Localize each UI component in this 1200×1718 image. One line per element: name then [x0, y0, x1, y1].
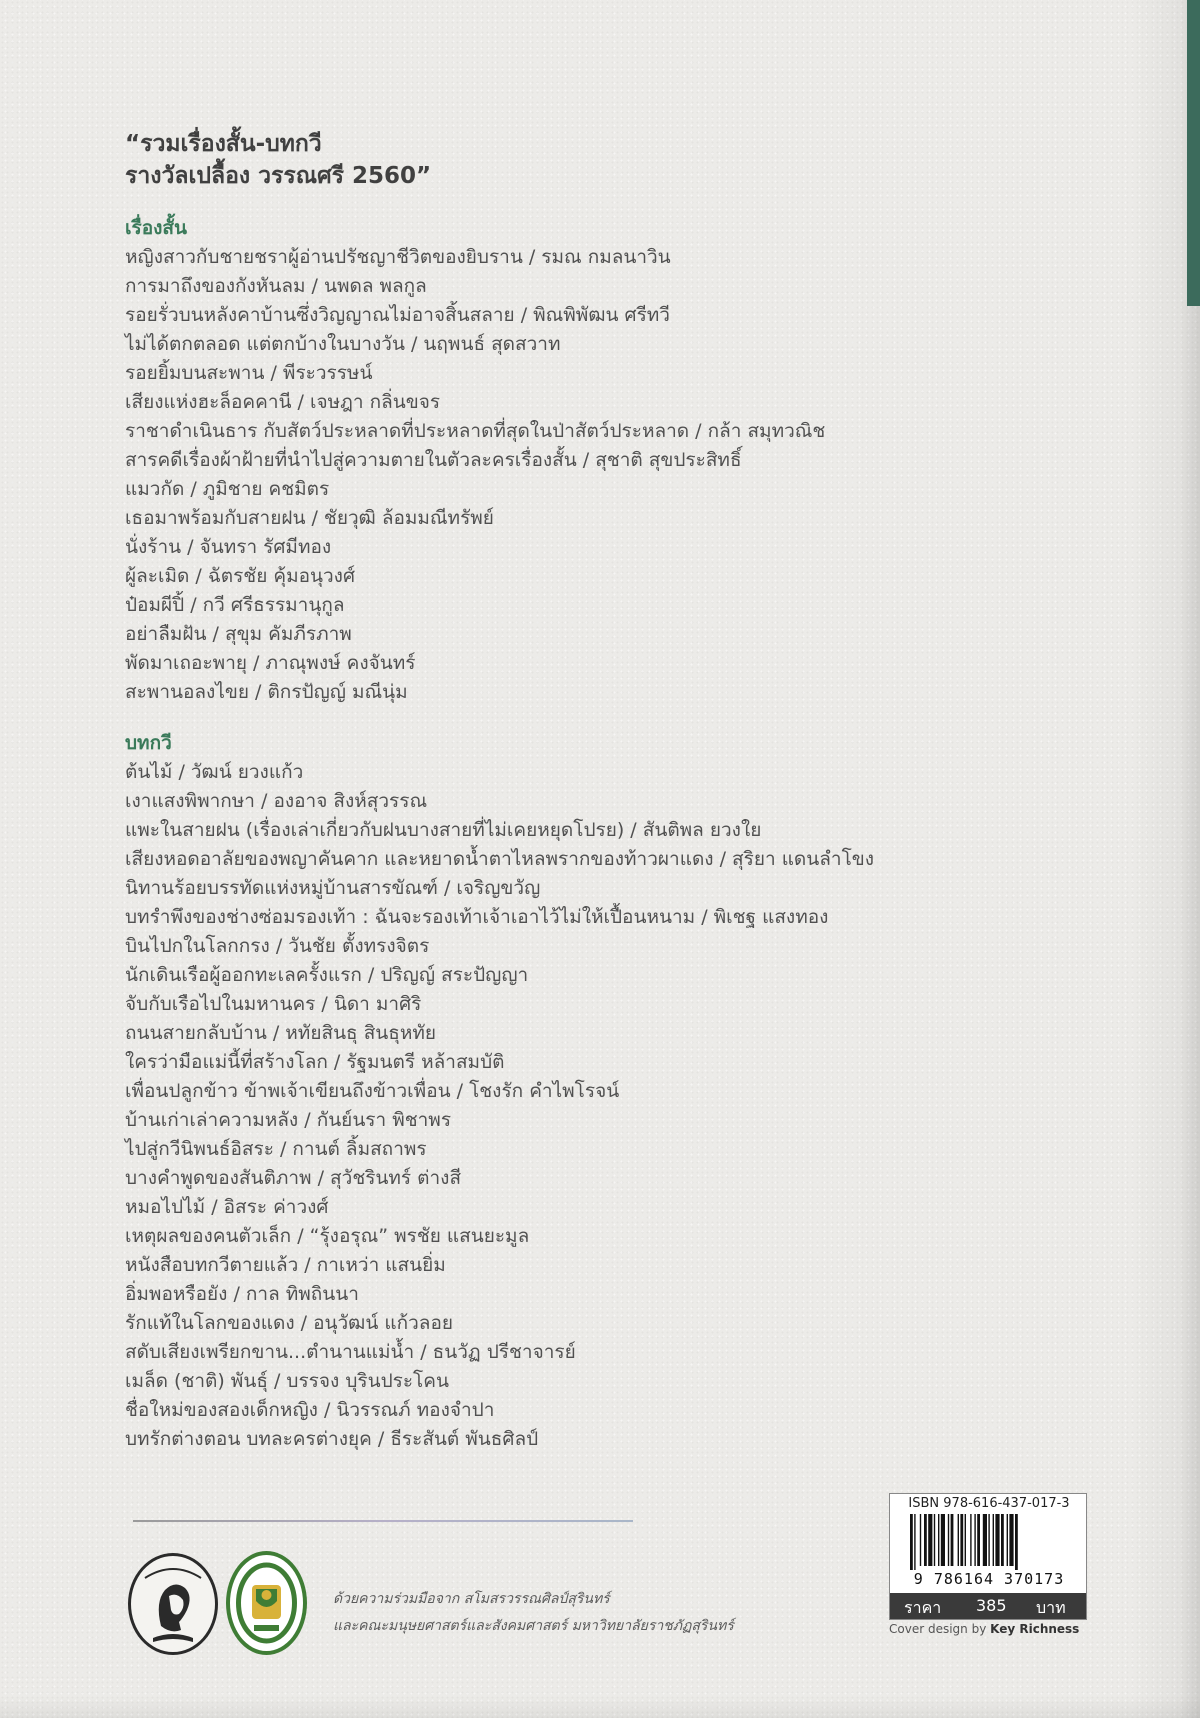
bottom-edge-shadow	[0, 1696, 1200, 1718]
list-item: นักเดินเรือผู้ออกทะเลครั้งแรก / ปริญญ์ สระปัญญา	[125, 964, 529, 986]
short-stories-heading: เรื่องสั้น	[125, 217, 187, 239]
cover-design-credit	[889, 1622, 1079, 1636]
barcode-bar	[995, 1514, 999, 1566]
list-item: รอยรั่วบนหลังคาบ้านซึ่งวิญญาณไม่อาจสิ้นสลาย / พิณพิพัฒน ศรีทวี	[125, 304, 670, 326]
price-label: ราคา	[904, 1598, 942, 1617]
barcode-bar	[920, 1514, 921, 1566]
list-item: ป๋อมผีปิ้ / กวี ศรีธรรมานุกูล	[125, 594, 345, 616]
barcode-bar	[951, 1514, 954, 1566]
barcode-bar	[965, 1514, 966, 1566]
price-value: 385	[976, 1596, 1007, 1615]
list-item: แมวกัด / ภูมิชาย คชมิตร	[125, 478, 330, 500]
barcode-bar	[983, 1514, 987, 1566]
cover-designer-name: Key Richness	[990, 1622, 1080, 1636]
list-item: บทรำพึงของช่างซ่อมรองเท้า : ฉันจะรองเท้าเจ้าเอาไว้ไม่ให้เปื้อนหนาม / พิเชฐ แสงทอง	[125, 906, 829, 928]
headline-line-2: รางวัลเปลื้อง วรรณศรี 2560”	[125, 163, 432, 189]
list-item: เสียงหอดอาลัยของพญาคันคาก และหยาดน้ำตาไหลพรากของท้าวผาแดง / สุริยา แดนลำโขง	[125, 848, 875, 870]
list-item: บ้านเก่าเล่าความหลัง / กันย์นรา พิชาพร	[125, 1109, 452, 1131]
list-item: บทรักต่างตอน บทละครต่างยุค / ธีระสันต์ พันธศิลป์	[125, 1428, 539, 1450]
barcode-bar	[910, 1514, 913, 1570]
emblem-icon	[230, 1555, 303, 1651]
barcode-icon	[910, 1514, 1068, 1570]
isbn-label: ISBN 978-616-437-017-3	[908, 1496, 1070, 1511]
list-item: ราชาดำเนินธาร กับสัตว์ประหลาดที่ประหลาดที่สุดในป่าสัตว์ประหลาด / กล้า สมุทวณิช	[125, 420, 826, 442]
barcode-bar	[977, 1514, 980, 1566]
list-item: อิ่มพอหรือยัง / กาล ทิพถินนา	[125, 1283, 359, 1305]
list-item: เมล็ด (ชาติ) พันธุ์ / บรรจง บุรินประโคน	[125, 1370, 449, 1392]
barcode-bar	[941, 1514, 945, 1566]
list-item: หนังสือบทกวีตายแล้ว / กาเหว่า แสนยิ่ม	[125, 1254, 446, 1276]
poems-heading: บทกวี	[125, 732, 172, 754]
list-item: สะพานอลงไขย / ติกรปัญญ์ มณีนุ่ม	[125, 681, 408, 703]
list-item: บางคำพูดของสันติภาพ / สุวัชรินทร์ ต่างสี	[125, 1167, 462, 1189]
list-item: รักแท้ในโลกของแดง / อนุวัฒน์ แก้วลอย	[125, 1312, 453, 1334]
list-item: รอยยิ้มบนสะพาน / พีระวรรษน์	[125, 362, 373, 384]
portrait-icon	[131, 1556, 215, 1652]
barcode-bar	[974, 1514, 975, 1566]
credit-line-1: ด้วยความร่วมมือจาก สโมสรวรรณศิลป์สุรินทร์	[333, 1591, 610, 1607]
list-item: ไม่ได้ตกตลอด แต่ตกบ้างในบางวัน / นฤพนธ์ สุดสวาท	[125, 333, 561, 355]
barcode-bar	[958, 1514, 959, 1566]
list-item: แพะในสายฝน (เรื่องเล่าเกี่ยวกับฝนบางสายที่ไม่เคยหยุดโปรย) / สันติพล ยวงใย	[125, 819, 762, 841]
list-item: นั่งร้าน / จันทรา รัศมีทอง	[125, 536, 332, 558]
university-faculty-logo	[226, 1551, 307, 1655]
cover-design-prefix: Cover design by	[889, 1622, 987, 1636]
barcode-bar	[1009, 1514, 1013, 1566]
barcode-bar	[988, 1514, 989, 1566]
list-item: เพื่อนปลูกข้าว ข้าพเจ้าเขียนถึงข้าวเพื่อน / โชงรัก คำไพโรจน์	[125, 1080, 620, 1102]
barcode-bar	[934, 1514, 935, 1566]
isbn-digits: 9 786164 370173	[913, 1570, 1065, 1588]
literary-club-logo	[128, 1553, 218, 1655]
barcode-bar	[970, 1514, 971, 1566]
barcode-bar	[1007, 1514, 1008, 1566]
list-item: ไปสู่กวีนิพนธ์อิสระ / กานต์ ลิ้มสถาพร	[125, 1138, 427, 1160]
isbn-barcode-box	[889, 1493, 1087, 1620]
list-item: เธอมาพร้อมกับสายฝน / ชัยวุฒิ ล้อมมณีทรัพย์	[125, 507, 494, 529]
credit-line-2: และคณะมนุษยศาสตร์และสังคมศาสตร์ มหาวิทยาลัยราชภัฏสุรินทร์	[333, 1618, 734, 1634]
barcode-bar	[914, 1514, 915, 1570]
price-bar	[890, 1593, 1086, 1619]
barcode-bar	[948, 1514, 949, 1566]
spine-stripe	[1187, 0, 1200, 306]
list-item: ใครว่ามือแม่นี้ที่สร้างโลก / รัฐมนตรี หล้าสมบัติ	[125, 1051, 505, 1073]
footer-divider	[133, 1520, 633, 1522]
list-item: เหตุผลของคนตัวเล็ก / “รุ้งอรุณ” พรชัย แสนยะมูล	[125, 1225, 530, 1247]
list-item: บินไปกในโลกกรง / วันชัย ตั้งทรงจิตร	[125, 935, 430, 957]
price-unit: บาท	[1036, 1598, 1066, 1617]
list-item: นิทานร้อยบรรทัดแห่งหมู่บ้านสารขัณฑ์ / เจริญขวัญ	[125, 877, 541, 899]
list-item: สดับเสียงเพรียกขาน...ตำนานแม่น้ำ / ธนวัฏ ปรีชาจารย์	[125, 1341, 576, 1363]
list-item: เงาแสงพิพากษา / องอาจ สิงห์สุวรรณ	[125, 790, 428, 812]
poems-list	[125, 758, 985, 1454]
short-stories-list	[125, 243, 985, 707]
list-item: พัดมาเถอะพายุ / ภาณุพงษ์ คงจันทร์	[125, 652, 416, 674]
contents-block	[125, 128, 985, 1454]
list-item: ชื่อใหม่ของสองเด็กหญิง / นิวรรณภ์ ทองจำปา	[125, 1399, 495, 1421]
headline	[125, 128, 985, 192]
list-item: ผู้ละเมิด / ฉัตรชัย คุ้มอนุวงศ์	[125, 565, 356, 587]
headline-line-1: “รวมเรื่องสั้น-บทกวี	[125, 131, 322, 157]
barcode-bar	[960, 1514, 963, 1566]
list-item: เสียงแห่งฮะล็อคคานี / เจษฎา กลิ่นขจร	[125, 391, 441, 413]
barcode-bar	[938, 1514, 939, 1566]
list-item: หมอไปไม้ / อิสระ ค่าวงศ์	[125, 1196, 329, 1218]
barcode-bar	[928, 1514, 932, 1566]
barcode-bar	[993, 1514, 994, 1566]
credit-text	[333, 1586, 734, 1640]
barcode-bar	[924, 1514, 927, 1566]
barcode-bar	[1001, 1514, 1004, 1566]
barcode-bar	[1015, 1514, 1018, 1570]
list-item: หญิงสาวกับชายชราผู้อ่านปรัชญาชีวิตของยิบราน / รมณ กมลนาวิน	[125, 246, 671, 268]
list-item: จับกับเรือไปในมหานคร / นิดา มาศิริ	[125, 993, 422, 1015]
list-item: การมาถึงของกังหันลม / นพดล พลกูล	[125, 275, 427, 297]
list-item: ต้นไม้ / วัฒน์ ยวงแก้ว	[125, 761, 304, 783]
list-item: อย่าลืมฝัน / สุขุม คัมภีรภาพ	[125, 623, 352, 645]
list-item: ถนนสายกลับบ้าน / หทัยสินธุ สินธุหทัย	[125, 1022, 437, 1044]
list-item: สารคดีเรื่องผ้าฝ้ายที่นำไปสู่ความตายในตัวละครเรื่องสั้น / สุชาติ สุขประสิทธิ์	[125, 449, 742, 471]
